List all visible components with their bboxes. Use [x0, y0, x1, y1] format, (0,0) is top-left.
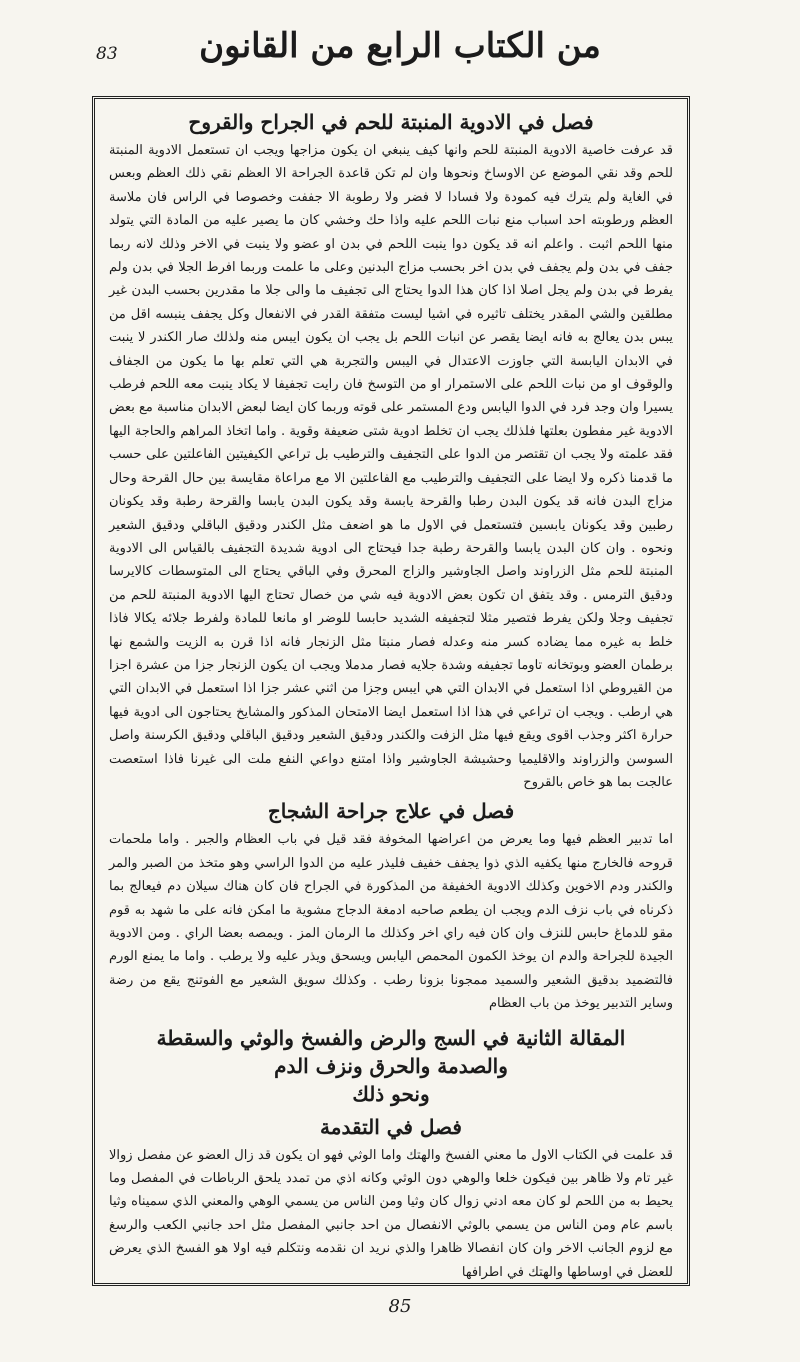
section-body-flesh-growing-medicines: قد عرفت خاصية الادوية المنبتة للحم وانها كيف ينبغي ان يكون مزاجها ويجب ان تستعمل الادوية المنبتة للحم وقد نقي الموضع عن الاوساخ ونحوها وان لم تكن قاعدة الجراحة الا العظم نقي ذلك العظم وبعس في الغاية ولم يترك فيه كمودة ولا فسادا لا فضر ولا رطوبة الا جففت وخصوصا في الراس فان ملاسة العظم ورطوبته احد اسباب منع نبات اللحم عليه واذا حك وخشي كان ما يصير عليه من المادة التي يتولد منها اللحم اثبت . واعلم انه قد يكون دوا ينبت اللحم في بدن او عضو ولا ينبت في الاخر وذلك لانه ربما جفف في بدن ولم يجفف في بدن اخر بحسب مزاج البدنين وعلى ما علمت وربما افرط الجلا في بدن ولم يفرط في بدن ولم يجل اصلا اذا كان هذا الدوا يحتاج الى تجفيف ما والى جلا ما مقدرين بحسب البدن غير مطلقين والشي المقدر يختلف تاثيره في اشيا ليست متفقة القدر في الانفعال وكل يجفف ينبسه اقل من يبس بدن يعالج به فانه ايضا يقصر عن انبات اللحم بل يجب ان يكون ايبس منه ولذلك صار الكندر لا ينبت في الابدان اليابسة التي جاوزت الاعتدال في اليبس والتجربة هي التي تعلم بها ما يكون من الجفاف والوقوف او من نبات اللحم على الاستمرار او من التوسخ فان رايت تجفيفا لا يكاد ينبت معه اللحم فرطب يسيرا وان وجد فرد في الدوا اليابس ودع المستمر على قوته وربما كان ايضا لبعض الابدان مناسبة مع بعض الادوية غير مفطون بعلتها فلذلك يجب ان تخلط ادوية شتى ضعيفة وقوية . واما اتخاذ المراهم والحاجة اليها فقد علمته ولا يجب ان تقتصر من الدوا على التجفيف والترطيب بل تراعي الكيفيتين الفاعلتين على حسب ما قدمنا ذكره ولا ايضا على التجفيف والترطيب مع الفاعلتين الا مع مراعاة مقايسة بين حال القرحة وحال مزاج البدن فانه قد يكون البدن رطبا والقرحة يابسة وقد يكون البدن يابسا والقرحة رطبة وقد يكونان رطبين وقد يكونان يابسين فتستعمل في الاول ما هو اضعف مثل الكندر ودقيق الباقلي ودقيق الشعير ونحوه . وان كان البدن يابسا والقرحة رطبة جدا فيحتاج الى ادوية شديدة التجفيف بالقياس الى الادوية المنبتة للحم مثل الزراوند واصل الجاوشير والزاج المحرق وفي الباقي يحتاج الى المتوسطات كالايرسا ودقيق الترمس . وقد يتفق ان تكون بعض الادوية فيه شي من خصال تحتاج اليها الادوية المنبتة للحم من تجفيف وجلا ولكن يفرط فتصير مثلا لتجفيفه الشديد حابسا للوضر او مانعا للمادة ولفرط جلائه يكالا فاذا خلط به غيره مما يضاده كسر منه وعدله فصار منبتا مثل الزنجار فانه اذا قرن به الزيت والشمع نها برطمان العضو وبوتخانه تاوما تجفيفه وشدة جلايه فصار مدملا ويجب ان يكون الزنجار جزا من عشرة اجزا من القيروطي اذا استعمل في الابدان التي هي ايبس وجزا من اثني عشر جزا اذا استعمل في الابدان التي هي ارطب . ويجب ان تراعي في هذا اذا استعمل ايضا الامتحان المذكور والمشايخ يحتاجون الى ادوية فيها حرارة اكثر وجذب اقوى ويقع فيها مثل الزفت والكندر ودقيق الشعير ودقيق الباقلي ودقيق الكرسنة واصل السوسن والزراوند والاقليميا وحشيشة الجاوشير واذا امتنع دواعي النفع ملت الى غيرنا فاذا استعصت عالجت بما هو خاص بالقروح	[109, 143, 673, 790]
treatise-heading	[109, 1024, 673, 1108]
section-heading-introduction: فصل في التقدمة	[320, 1114, 462, 1139]
section-body-introduction: قد علمت في الكتاب الاول ما معني الفسخ والهتك واما الوثي فهو ان يكون قد زال العضو عن مفصل زوالا غير تام ولا ظاهر بين فيكون خلعا والوهي دون الوثي وكانه اذي من تمدد يلحق الرباطات في المفصل وما يحيط به من اللحم لو كان معه ادني زوال كان وثيا ومن الناس من يسمي الوهي والمعني الذي سميناه وثيا باسم عام ومن الناس من يسمي بالوثي الانفصال من احد جانبي المفصل مثل احد جانبي الكعب والرسغ مع لزوم الجانب الاخر وان كان انفصالا ظاهرا والذي نريد ان نقدمه ونتكلم فيه اولا هو الفسخ الذي يعرض للعضل في اوساطها والهتك في اطرافها	[109, 1147, 673, 1280]
treatise-heading-line-3: ونحو ذلك	[352, 1081, 430, 1106]
text-frame	[92, 96, 690, 1286]
section-heading-head-wounds: فصل في علاج جراحة الشجاج	[267, 799, 515, 824]
section-heading-flesh-growing-medicines: فصل في الادوية المنبتة للحم في الجراح والقروح	[188, 110, 594, 134]
running-title: من الكتاب الرابع من القانون	[199, 26, 601, 66]
page-number-bottom: 85	[388, 1296, 412, 1317]
page-number-top: 83	[96, 44, 118, 64]
treatise-heading-line-1: المقالة الثانية في السج والرض والفسخ والوثي والسقطة	[156, 1025, 626, 1050]
treatise-heading-line-2: والصدمة والحرق ونزف الدم	[274, 1053, 508, 1078]
section-body-head-wounds: اما تدبير العظم فيها وما يعرض من اعراضها المخوفة فقد قيل في باب العظام والجبر . واما ملحمات قروحه فالخارج منها يكفيه الذي ذوا يجفف خفيف فليذر عليه من الدوا الراسي وهو متخذ من الصبر والمر والكندر ودم الاخوين وكذلك الادوية الخفيفة من المذكورة في الجراح فان كان هناك سيلان دم فيعالج بما ذكرناه في باب نزف الدم ويجب ان يطعم صاحبه ادمغة الدجاج مشوية ما امكن فانه على ما شهد به قوم مقو للدماغ حابس للنزف وان كان فيه راي اخر وكذلك ما الرمان المز . ويمصه بعضا الراي . ومن الادوية الجيدة للجراحة والدم ان يوخذ الكمون المحمص اليابس ويسحق ويذر عليه ولا يرطب . واما ما يمنع الورم فالتضميد بدقيق الشعير والسميد ممجونا بزونا رطب . وكذلك سويق الشعير مع الفوتنج يقع من رضة وساير التدبير يوخذ من باب العظام	[109, 832, 673, 1012]
